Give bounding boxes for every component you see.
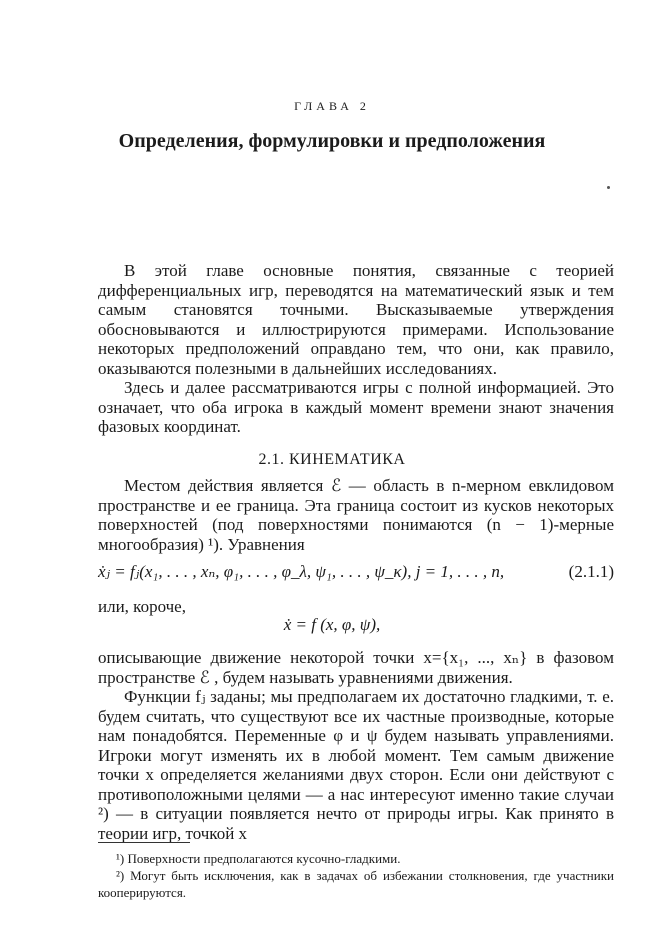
chapter-label: ГЛАВА 2 (294, 99, 370, 113)
chapter-title: Определения, формулировки и предположения (118, 130, 546, 152)
intro-paragraph-2: Здесь и далее рассматриваются игры с полной информацией. Это означает, что оба игрока в каждый момент времени знают значения фазовых координат. (98, 378, 614, 436)
equation-2-1-1 (98, 562, 614, 582)
equation-number: (2.1.1) (568, 562, 614, 581)
footnote-2: ²) Могут быть исключения, как в задачах об избежании столкновения, где участники кооперируются. (98, 868, 614, 900)
intro-text (98, 261, 614, 437)
or-shorter-text: или, короче, (98, 597, 186, 616)
footnote-divider (98, 842, 190, 843)
intro-paragraph-1: В этой главе основные понятия, связанные с теорией дифференциальных игр, переводятся на математический язык и тем самым становятся точными. Высказываемые утверждения обосновываются и иллюстрируются примерами. Использование некоторых предположений оправдано тем, что они, как правило, оказываются полезными в дальнейших исследованиях. (98, 261, 614, 378)
section-paragraph-3: Функции fⱼ заданы; мы предполагаем их достаточно гладкими, т. е. будем считать, что существуют все их частные производные, которые нам понадобятся. Переменные φ и ψ будем называть управлениями. Игроки могут изменять их в любой момент. Тем самым движение точки x определяется желаниями двух сторон. Если они действуют с противоположными целями — а нас интересуют именно такие случаи ²) — в ситуации появляется нечто от природы игры. Как принято в теории игр, точкой x (98, 687, 614, 843)
footnotes (98, 850, 614, 901)
footnote-1: ¹) Поверхности предполагаются кусочно-гладкими. (116, 851, 401, 866)
section-heading: 2.1. КИНЕМАТИКА (258, 451, 406, 468)
print-speck (607, 186, 610, 189)
equation-body: ẋⱼ = fⱼ(x₁, . . . , xₙ, φ₁, . . . , φ_λ, ψ₁, . . . , ψ_κ), j = 1, . . . , n, (98, 562, 505, 581)
section-paragraph-2: описывающие движение некоторой точки x={x₁, ..., xₙ} в фазовом пространстве ℰ , будем называть уравнениями движения. (98, 648, 614, 687)
equation-short: ẋ = f (x, φ, ψ), (283, 615, 381, 634)
section-text-1 (98, 476, 614, 554)
section-paragraph-1: Местом действия является ℰ — область в n-мерном евклидовом пространстве и ее граница. Эта граница состоит из кусков некоторых поверхностей (под поверхностями понимаются (n − 1)-мерные многообразия) ¹). Уравнения (98, 476, 614, 554)
section-text-2 (98, 648, 614, 843)
